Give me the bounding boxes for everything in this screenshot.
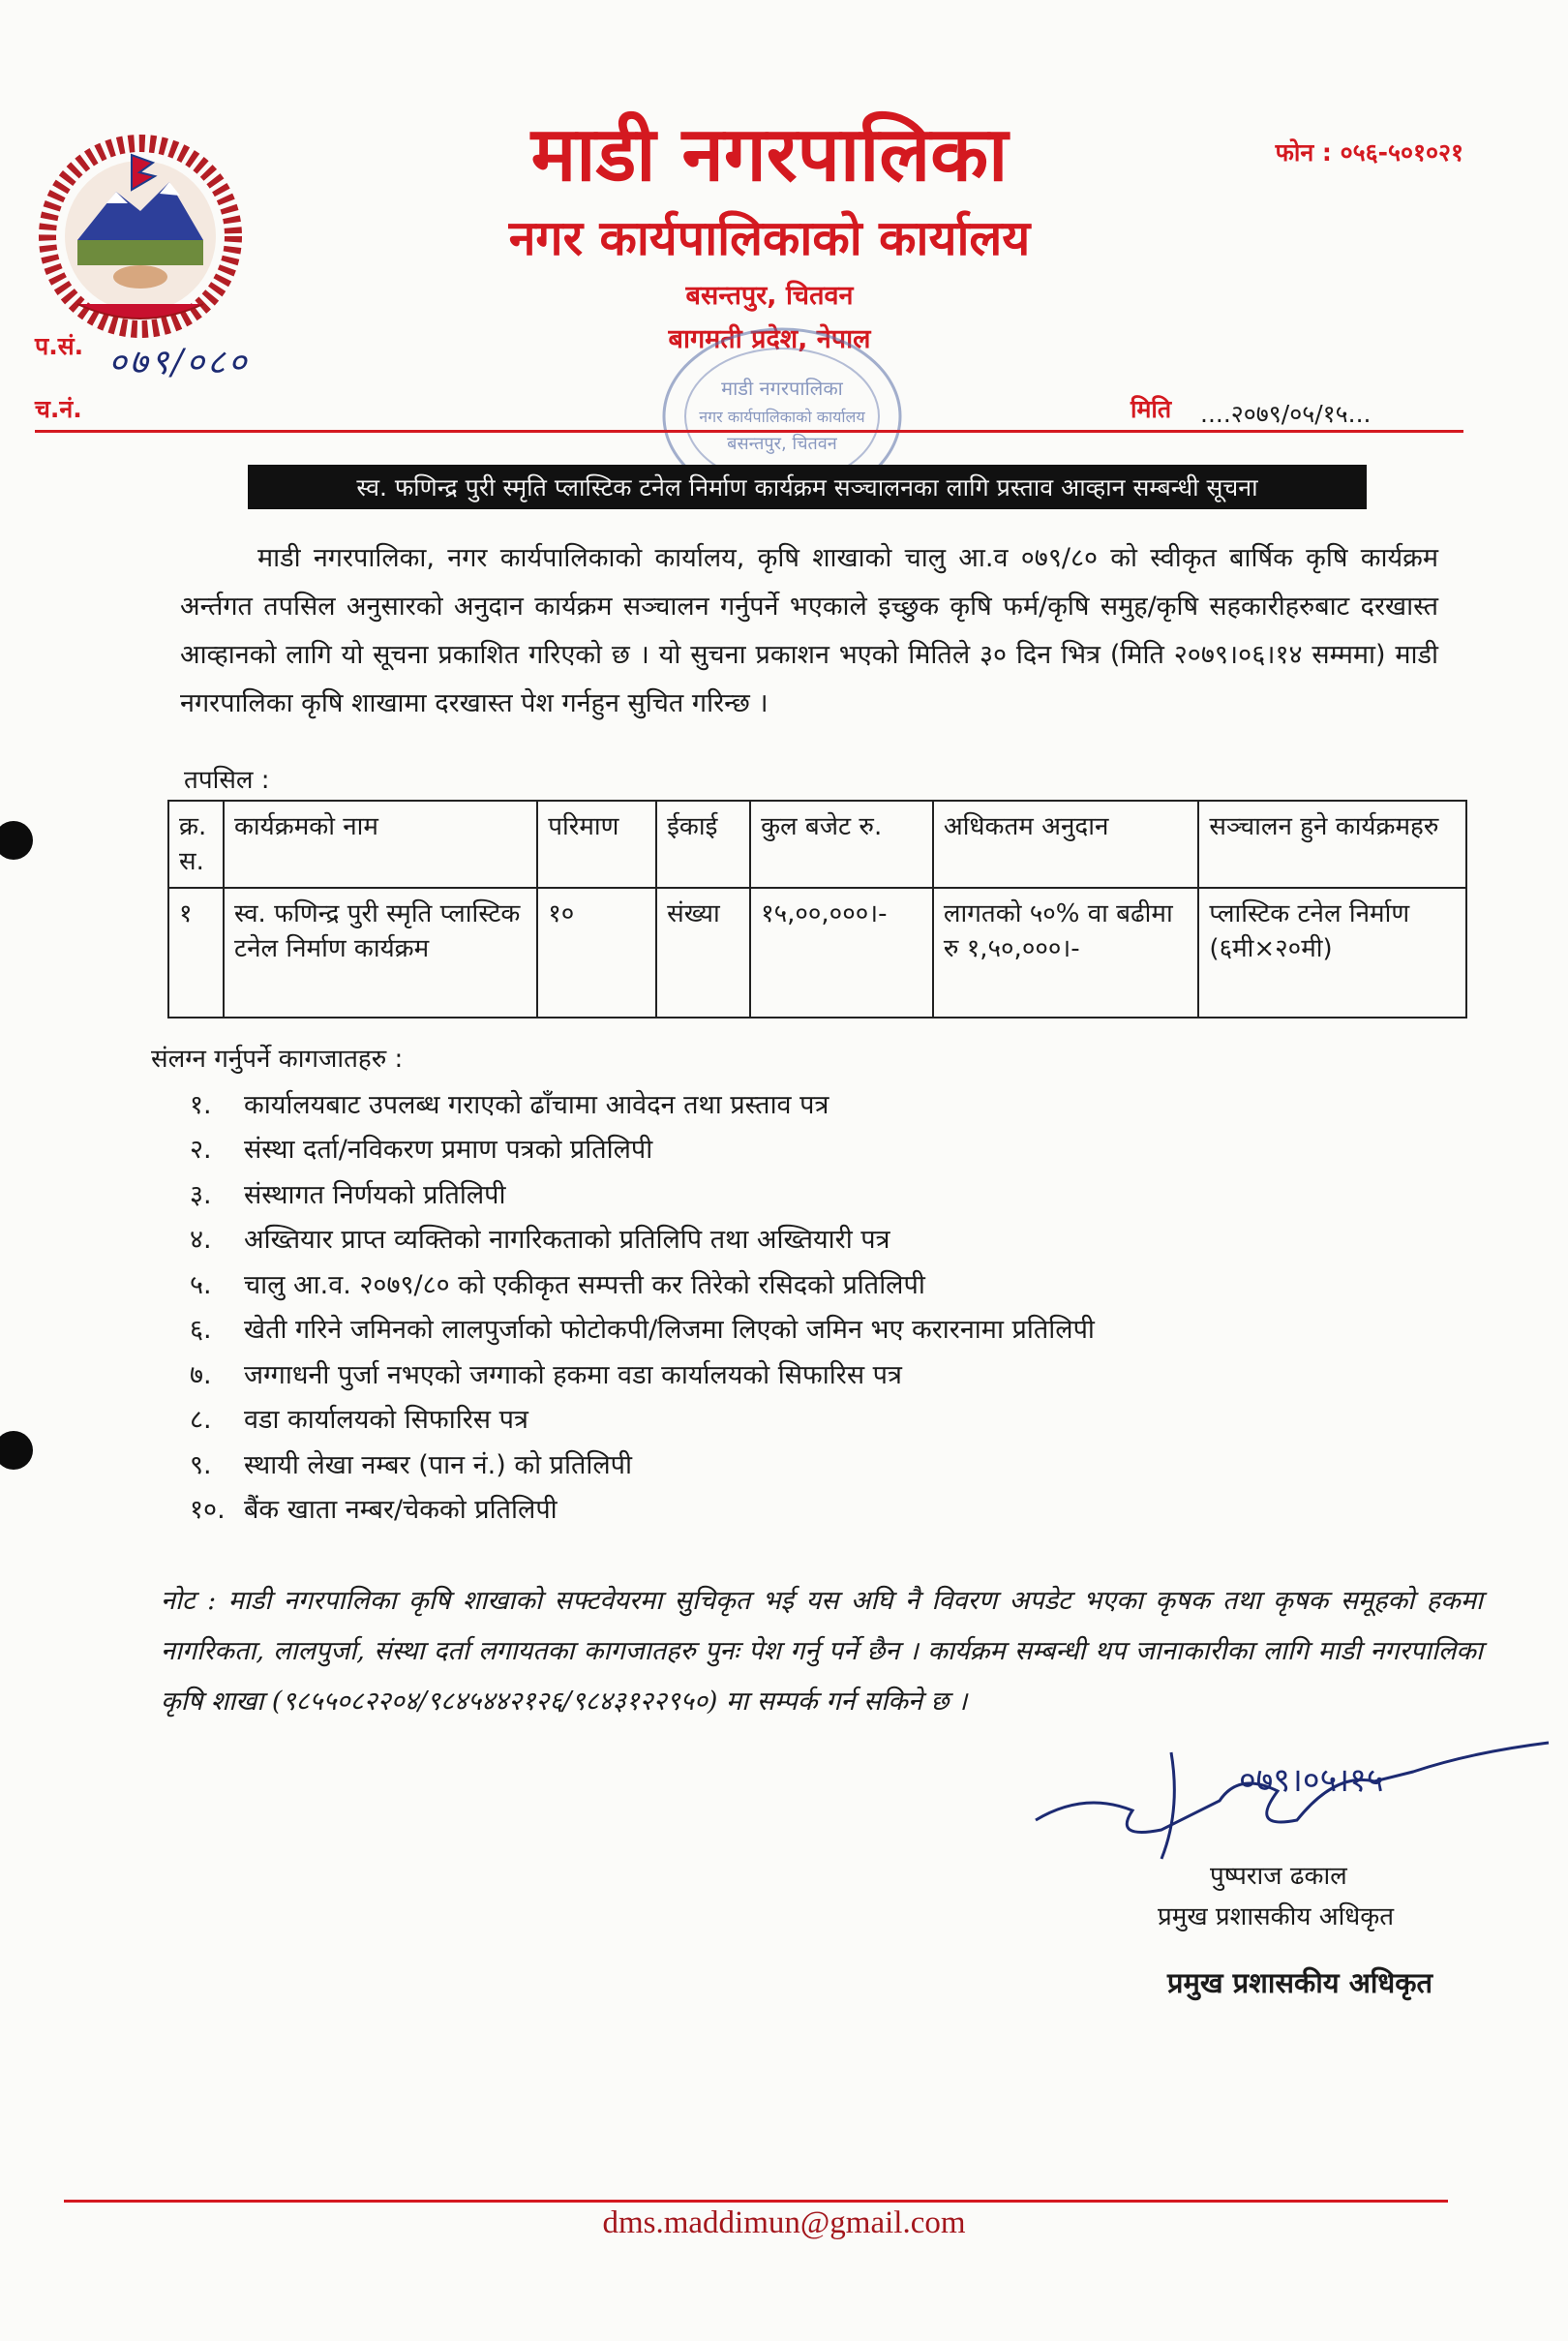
- item-text: जग्गाधनी पुर्जा नभएको जग्गाको हकमा वडा कार्यालयको सिफारिस पत्र: [244, 1359, 902, 1390]
- signer-name: पुष्पराज ढकाल: [1210, 1862, 1347, 1891]
- note-paragraph: नोट : माडी नगरपालिका कृषि शाखाको सफ्टवेयरमा सुचिकृत भई यस अघि नै विवरण अपडेट भएका कृषक तथा कृषक समूहको हकमा नागरिकता, लालपुर्जा, संस्था दर्ता लगायतका कागजातहरु पुनः पेश गर्नु पर्ने छैन । कार्यक्रम सम्बन्धी थप जानाकारीका लागि माडी नगरपालिका कृषि शाखा (९८५५०८२२०४/९८४५४४२१२६/९८४३१२२९५०) मा सम्पर्क गर्न सकिने छ ।: [161, 1586, 1483, 1717]
- ps-label: प.सं.: [35, 332, 84, 360]
- item-text: खेती गरिने जमिनको लालपुर्जाको फोटोकपी/लिजमा लिएको जमिन भए करारनामा प्रतिलिपी: [244, 1315, 1095, 1346]
- item-number: २.: [190, 1135, 212, 1166]
- footer-email: dms.maddimun@gmail.com: [602, 2205, 966, 2240]
- item-text: स्थायी लेखा नम्बर (पान नं.) को प्रतिलिपी: [244, 1449, 633, 1480]
- org-name: माडी नगरपालिका: [530, 111, 1009, 198]
- subject-banner: स्व. फणिन्द्र पुरी स्मृति प्लास्टिक टनेल निर्माण कार्यक्रम सञ्चालनका लागि प्रस्ताव आव्हान सम्बन्धी सूचना: [248, 465, 1367, 509]
- list-item: [190, 1351, 1095, 1396]
- item-number: ७.: [190, 1359, 212, 1390]
- punch-hole: [0, 1431, 33, 1470]
- cell-quantity: १०: [537, 888, 656, 1018]
- cell-unit: संख्या: [656, 888, 750, 1018]
- documents-list: [190, 1080, 1095, 1531]
- date-label: मिति: [1131, 395, 1172, 423]
- list-item: [190, 1126, 1095, 1171]
- stamp-text-3: बसन्तपुर, चितवन: [727, 434, 837, 454]
- item-number: ५.: [190, 1269, 212, 1300]
- list-item: [190, 1080, 1095, 1126]
- list-item: [190, 1486, 1095, 1532]
- nepal-emblem-logo: [39, 134, 242, 339]
- col-header-name: कार्यक्रमको नाम: [224, 801, 537, 888]
- col-header-unit: ईकाई: [656, 801, 750, 888]
- col-header-max-grant: अधिकतम अनुदान: [933, 801, 1199, 888]
- item-text: संस्थागत निर्णयको प्रतिलिपी: [244, 1179, 506, 1210]
- footer-divider: [64, 2200, 1448, 2203]
- col-header-quantity: परिमाण: [537, 801, 656, 888]
- list-item: [190, 1170, 1095, 1216]
- table-row: [168, 888, 1466, 1018]
- phone-number: फोन : ०५६-५०१०२१: [1275, 138, 1463, 167]
- cell-name: स्व. फणिन्द्र पुरी स्मृति प्लास्टिक टनेल निर्माण कार्यक्रम: [224, 888, 537, 1018]
- item-number: ३.: [190, 1179, 212, 1210]
- list-item: [190, 1261, 1095, 1306]
- office-name: नगर कार्यपालिकाको कार्यालय: [508, 210, 1031, 266]
- item-number: ४.: [190, 1225, 212, 1256]
- address-line-1: बसन्तपुर, चितवन: [685, 281, 854, 311]
- program-table: [167, 800, 1467, 1018]
- handwritten-signature: [1026, 1733, 1568, 1869]
- documents-heading: संलग्न गर्नुपर्ने कागजातहरु :: [151, 1045, 404, 1074]
- list-item: [190, 1396, 1095, 1442]
- date-value: ....२०७९/०५/१५...: [1200, 400, 1372, 428]
- header-divider: [35, 430, 1463, 433]
- list-item: [190, 1441, 1095, 1486]
- item-text: कार्यालयबाट उपलब्ध गराएको ढाँचामा आवेदन तथा प्रस्ताव पत्र: [244, 1089, 829, 1120]
- stamp-text-1: माडी नगरपालिका: [721, 377, 843, 400]
- item-number: ८.: [190, 1405, 212, 1436]
- punch-hole: [0, 821, 33, 860]
- signer-title: प्रमुख प्रशासकीय अधिकृत: [1158, 1902, 1395, 1931]
- cell-budget: १५,००,०००।-: [750, 888, 933, 1018]
- item-number: १.: [190, 1089, 212, 1120]
- signer-title-stamp: प्रमुख प्रशासकीय अधिकृत: [1167, 1966, 1433, 1999]
- cell-max-grant: लागतको ५०% वा बढीमा रु १,५०,०००।-: [933, 888, 1199, 1018]
- list-item: [190, 1216, 1095, 1262]
- cell-programs: प्लास्टिक टनेल निर्माण (६मी×२०मी): [1198, 888, 1466, 1018]
- col-header-budget: कुल बजेट रु.: [750, 801, 933, 888]
- item-number: ६.: [190, 1315, 212, 1346]
- item-text: संस्था दर्ता/नविकरण प्रमाण पत्रको प्रतिलिपी: [244, 1135, 653, 1166]
- ps-number: ०७९/०८०: [108, 343, 250, 382]
- signature-date: ०७९।०५।१५: [1239, 1761, 1384, 1800]
- body-paragraph: माडी नगरपालिका, नगर कार्यपालिकाको कार्यालय, कृषि शाखाको चालु आ.व ०७९/८० को स्वीकृत बार्षिक कृषि कार्यक्रम अर्न्तगत तपसिल अनुसारको अनुदान कार्यक्रम सञ्चालन गर्नुपर्ने भएकाले इच्छुक कृषि फर्म/कृषि समुह/कृषि सहकारीहरुबाट दरखास्त आव्हानको लागि यो सूचना प्रकाशित गरिएको छ । यो सुचना प्रकाशन भएको मितिले ३० दिन भित्र (मिति २०७९।०६।१४ सम्ममा) माडी नगरपालिका कृषि शाखामा दरखास्त पेश गर्नहुन सुचित गरिन्छ ।: [180, 543, 1438, 718]
- stamp-text-2: नगर कार्यपालिकाको कार्यालय: [699, 408, 865, 426]
- item-text: अख्तियार प्राप्त व्यक्तिको नागरिकताको प्रतिलिपि तथा अख्तियारी पत्र: [244, 1225, 890, 1256]
- col-header-sn: क्र. स.: [168, 801, 224, 888]
- item-text: वडा कार्यालयको सिफारिस पत्र: [244, 1405, 528, 1436]
- cell-sn: १: [168, 888, 224, 1018]
- address-line-2: बागमती प्रदेश, नेपाल: [668, 324, 871, 354]
- schedule-label: तपसिल :: [184, 766, 270, 795]
- item-text: चालु आ.व. २०७९/८० को एकीकृत सम्पत्ती कर तिरेको रसिदको प्रतिलिपी: [244, 1269, 925, 1300]
- cn-label: च.नं.: [35, 395, 82, 423]
- item-number: १०.: [190, 1495, 226, 1526]
- table-header-row: [168, 801, 1466, 888]
- list-item: [190, 1306, 1095, 1352]
- item-text: बैंक खाता नम्बर/चेकको प्रतिलिपी: [244, 1495, 558, 1526]
- item-number: ९.: [190, 1449, 212, 1480]
- col-header-programs: सञ्चालन हुने कार्यक्रमहरु: [1198, 801, 1466, 888]
